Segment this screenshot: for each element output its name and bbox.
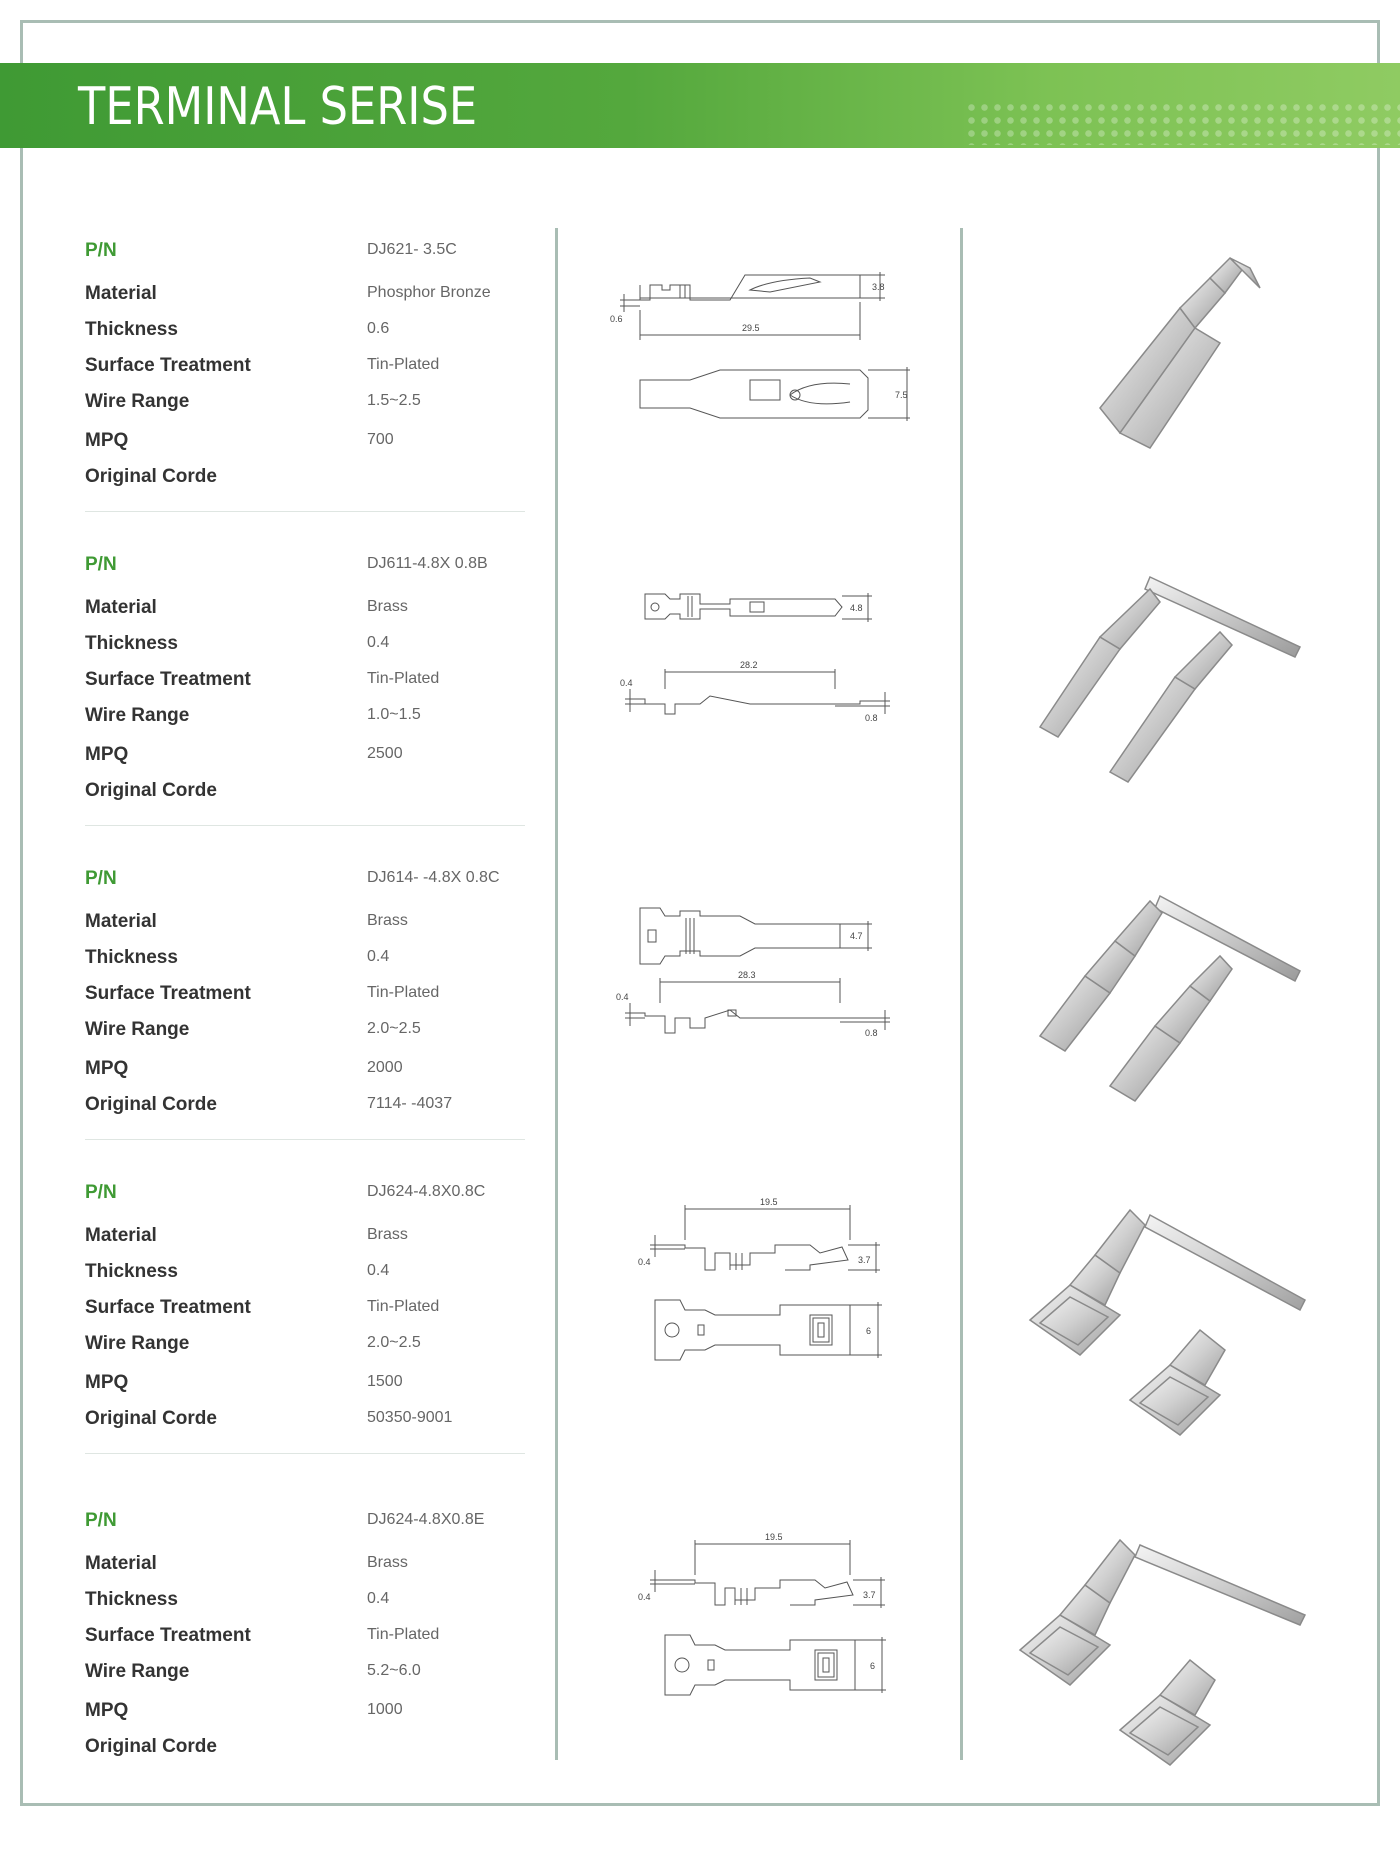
spec-label: Wire Range [85,391,190,412]
page-title: TERMINAL SERISE [78,77,478,137]
dimension-label: 0.8 [865,1028,878,1038]
spec-value: Brass [367,1226,408,1243]
spec-label: P/N [85,1182,117,1203]
spec-value: Tin-Plated [367,670,440,687]
dimension-label: 0.6 [610,314,623,324]
spec-row-mpq [85,1058,545,1088]
spec-value: Tin-Plated [367,1298,440,1315]
spec-value: 7114- -4037 [367,1095,453,1112]
technical-drawing-3 [610,878,940,1138]
technical-drawing-1 [610,250,940,510]
spec-row-material [85,911,545,941]
spec-row-original [85,1094,545,1124]
dimension-label: 19.5 [760,1197,778,1207]
header-banner [0,63,1400,148]
spec-row-wire [85,705,545,735]
dimension-label: 19.5 [765,1532,783,1542]
product-block-2 [0,542,1400,856]
spec-label: Thickness [85,633,178,654]
spec-row-wire [85,1019,545,1049]
dimension-label: 4.7 [850,931,863,941]
dimension-label: 7.5 [895,390,908,400]
spec-label: Original Corde [85,466,217,487]
spec-row-pn [85,240,545,270]
spec-value: 1.0~1.5 [367,706,421,723]
spec-row-original [85,1408,545,1438]
dimension-label: 4.8 [850,603,863,613]
spec-row-original [85,1736,545,1766]
spec-row-surface [85,983,545,1013]
spec-label: Material [85,1553,157,1574]
spec-row-material [85,1225,545,1255]
spec-row-pn [85,1510,545,1540]
spec-value: 2500 [367,745,403,762]
spec-label: Surface Treatment [85,1625,251,1646]
spec-row-thickness [85,1261,545,1291]
spec-label: MPQ [85,744,129,765]
technical-drawing-4 [610,1185,940,1445]
spec-label: Wire Range [85,1661,190,1682]
spec-value: 1500 [367,1373,403,1390]
spec-value: Tin-Plated [367,356,440,373]
dimension-label: 0.4 [638,1592,651,1602]
spec-value: 2.0~2.5 [367,1334,421,1351]
spec-row-surface [85,669,545,699]
spec-label: Surface Treatment [85,355,251,376]
spec-label: MPQ [85,1058,129,1079]
spec-row-pn [85,868,545,898]
product-block-5 [0,1500,1400,1814]
spec-value: DJ624-4.8X0.8E [367,1511,485,1528]
spec-row-wire [85,391,545,421]
spec-row-wire [85,1333,545,1363]
spec-label: P/N [85,240,117,261]
spec-label: Original Corde [85,1094,217,1115]
spec-value: 1.5~2.5 [367,392,421,409]
spec-label: P/N [85,1510,117,1531]
spec-label: MPQ [85,1372,129,1393]
spec-label: Material [85,1225,157,1246]
spec-value: 5.2~6.0 [367,1662,421,1679]
spec-value: DJ614- -4.8X 0.8C [367,869,500,886]
spec-row-thickness [85,1589,545,1619]
block-separator [85,825,525,826]
spec-label: MPQ [85,1700,129,1721]
spec-label: Thickness [85,319,178,340]
dimension-label: 3.7 [863,1590,876,1600]
product-block-4 [0,1170,1400,1484]
spec-row-material [85,283,545,313]
spec-value: Phosphor Bronze [367,284,491,301]
banner-dot-pattern [965,101,1400,145]
spec-label: Surface Treatment [85,983,251,1004]
spec-label: Original Corde [85,780,217,801]
spec-row-mpq [85,1700,545,1730]
spec-value: Brass [367,912,408,929]
spec-label: MPQ [85,430,129,451]
block-separator [85,1139,525,1140]
spec-value: 2.0~2.5 [367,1020,421,1037]
spec-label: Original Corde [85,1408,217,1429]
spec-value: 0.4 [367,1262,390,1279]
product-photo-4 [1010,1185,1340,1445]
spec-label: Wire Range [85,705,190,726]
spec-label: Material [85,283,157,304]
technical-drawing-2 [610,564,940,824]
spec-row-mpq [85,1372,545,1402]
spec-value: DJ624-4.8X0.8C [367,1183,486,1200]
block-separator [85,1453,525,1454]
technical-drawing-5 [610,1520,940,1780]
spec-value: 0.6 [367,320,390,337]
spec-row-surface [85,1297,545,1327]
dimension-label: 6 [866,1326,872,1336]
product-photo-2 [1010,557,1340,817]
spec-row-thickness [85,633,545,663]
spec-row-material [85,597,545,627]
spec-label: Thickness [85,1589,178,1610]
product-block-1 [0,228,1400,542]
dimension-label: 0.4 [638,1257,651,1267]
spec-value: Tin-Plated [367,1626,440,1643]
spec-value: 2000 [367,1059,403,1076]
spec-value: 50350-9001 [367,1409,453,1426]
dimension-label: 0.8 [865,713,878,723]
spec-label: P/N [85,554,117,575]
block-separator [85,511,525,512]
spec-label: Surface Treatment [85,1297,251,1318]
spec-row-material [85,1553,545,1583]
spec-row-mpq [85,744,545,774]
spec-value: Brass [367,1554,408,1571]
spec-value: 1000 [367,1701,403,1718]
spec-row-surface [85,355,545,385]
spec-row-wire [85,1661,545,1691]
spec-value: 0.4 [367,948,390,965]
spec-label: Surface Treatment [85,669,251,690]
dimension-label: 0.4 [620,678,633,688]
spec-value: DJ621- 3.5C [367,241,457,258]
product-photo-1 [1010,248,1340,508]
spec-value: 0.4 [367,634,390,651]
spec-value: 0.4 [367,1590,390,1607]
spec-label: Original Corde [85,1736,217,1757]
spec-row-surface [85,1625,545,1655]
spec-label: Thickness [85,947,178,968]
spec-row-thickness [85,319,545,349]
spec-value: DJ611-4.8X 0.8B [367,555,488,572]
spec-value: Tin-Plated [367,984,440,1001]
spec-value: 700 [367,431,394,448]
spec-label: Material [85,911,157,932]
spec-row-pn [85,554,545,584]
dimension-label: 3.7 [858,1255,871,1265]
dimension-label: 28.3 [738,970,756,980]
dimension-label: 3.8 [872,282,885,292]
spec-row-thickness [85,947,545,977]
product-block-3 [0,856,1400,1170]
spec-label: Thickness [85,1261,178,1282]
spec-row-pn [85,1182,545,1212]
spec-row-original [85,466,545,496]
spec-label: Wire Range [85,1019,190,1040]
dimension-label: 28.2 [740,660,758,670]
spec-label: P/N [85,868,117,889]
spec-value: Brass [367,598,408,615]
dimension-label: 6 [870,1661,876,1671]
product-photo-3 [1010,871,1340,1131]
spec-row-mpq [85,430,545,460]
spec-row-original [85,780,545,810]
dimension-label: 29.5 [742,323,760,333]
product-photo-5 [1010,1515,1340,1775]
spec-label: Wire Range [85,1333,190,1354]
spec-label: Material [85,597,157,618]
dimension-label: 0.4 [616,992,629,1002]
